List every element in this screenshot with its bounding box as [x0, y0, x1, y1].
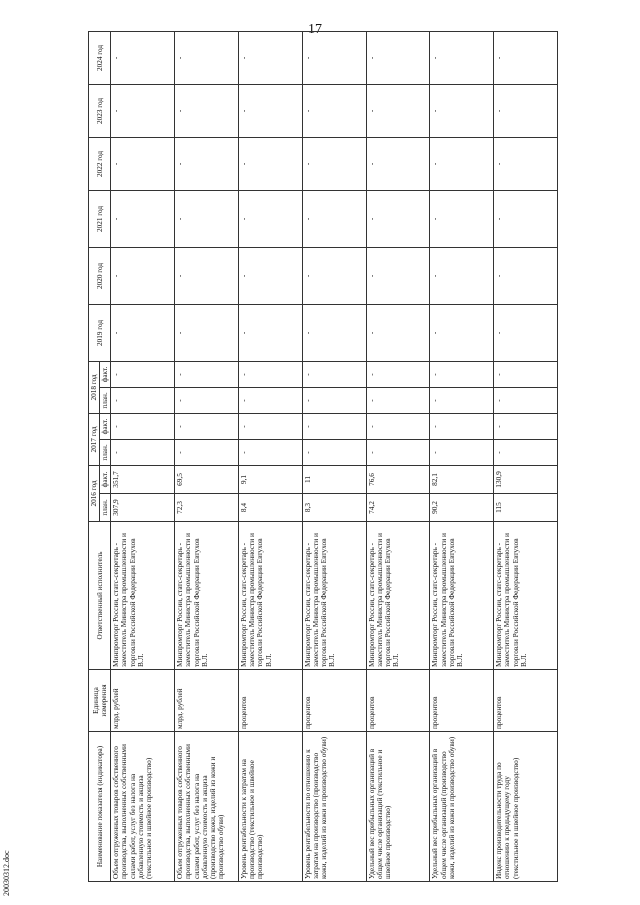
- table-row: [175, 31, 239, 881]
- empty-value-cell: -: [366, 84, 430, 137]
- empty-value-cell: -: [494, 137, 558, 190]
- empty-value-cell: -: [175, 137, 239, 190]
- plan-2016-cell: 72,3: [175, 494, 239, 522]
- header-2017-fact: факт.: [100, 413, 111, 439]
- empty-value-cell: -: [430, 31, 494, 84]
- header-2019: 2019 год: [89, 304, 111, 361]
- header-indicator: Наименование показателя (индикатора): [89, 732, 111, 882]
- indicators-table: [88, 31, 558, 882]
- empty-value-cell: -: [494, 304, 558, 361]
- rotated-table-container: [88, 32, 558, 882]
- unit-cell: млрд. рублей: [175, 670, 239, 732]
- empty-value-cell: -: [430, 387, 494, 413]
- empty-value-cell: -: [302, 31, 366, 84]
- empty-value-cell: -: [238, 387, 302, 413]
- header-2018-plan: план.: [100, 387, 111, 413]
- indicator-cell: Объем отгруженных товаров собственного производства, выполненных собственными силами работ, услуг без налога на добавленную стоимость и акциза (производство кожи, изделий из кожи и производство обуви): [175, 732, 239, 882]
- header-2017-plan: план.: [100, 439, 111, 465]
- empty-value-cell: -: [494, 31, 558, 84]
- responsible-cell: Минпромторг России, статс-секретарь - заместитель Министра промышленности и торговли Российской Федерации Евтухов В.Л.: [175, 522, 239, 670]
- header-2018: 2018 год: [89, 361, 100, 413]
- indicator-cell: Удельный вес прибыльных организаций в общем числе организаций (производство кожи, изделий из кожи и производство обуви): [430, 732, 494, 882]
- empty-value-cell: -: [494, 387, 558, 413]
- table-row: [238, 31, 302, 881]
- empty-value-cell: -: [175, 31, 239, 84]
- empty-value-cell: -: [430, 361, 494, 387]
- empty-value-cell: -: [238, 361, 302, 387]
- empty-value-cell: -: [238, 190, 302, 247]
- empty-value-cell: -: [238, 413, 302, 439]
- plan-2016-cell: 115: [494, 494, 558, 522]
- table-row: [494, 31, 558, 881]
- empty-value-cell: -: [366, 31, 430, 84]
- empty-value-cell: -: [302, 439, 366, 465]
- plan-2016-cell: 74,2: [366, 494, 430, 522]
- fact-2016-cell: 69,5: [175, 465, 239, 493]
- header-2023: 2023 год: [89, 84, 111, 137]
- table-row: [111, 31, 175, 881]
- empty-value-cell: -: [175, 247, 239, 304]
- responsible-cell: Минпромторг России, статс-секретарь - заместитель Министра промышленности и торговли Российской Федерации Евтухов В.Л.: [430, 522, 494, 670]
- empty-value-cell: -: [430, 439, 494, 465]
- empty-value-cell: -: [175, 387, 239, 413]
- empty-value-cell: -: [366, 137, 430, 190]
- header-2016-fact: факт.: [100, 465, 111, 493]
- table-header: [89, 31, 111, 881]
- empty-value-cell: -: [111, 387, 175, 413]
- unit-cell: процентов: [430, 670, 494, 732]
- fact-2016-cell: 82,1: [430, 465, 494, 493]
- empty-value-cell: -: [494, 413, 558, 439]
- empty-value-cell: -: [366, 439, 430, 465]
- fact-2016-cell: 130,9: [494, 465, 558, 493]
- empty-value-cell: -: [238, 31, 302, 84]
- unit-cell: процентов: [494, 670, 558, 732]
- empty-value-cell: -: [111, 84, 175, 137]
- empty-value-cell: -: [111, 31, 175, 84]
- empty-value-cell: -: [366, 304, 430, 361]
- empty-value-cell: -: [238, 304, 302, 361]
- unit-cell: процентов: [366, 670, 430, 732]
- empty-value-cell: -: [111, 361, 175, 387]
- empty-value-cell: -: [238, 84, 302, 137]
- empty-value-cell: -: [494, 84, 558, 137]
- indicator-cell: Удельный вес прибыльных организаций в общем числе организаций (текстильное и швейное производство): [366, 732, 430, 882]
- header-2022: 2022 год: [89, 137, 111, 190]
- indicator-cell: Уровень рентабельности по отношению к затратам на производство (производство кожи, изделий из кожи и производство обуви): [302, 732, 366, 882]
- empty-value-cell: -: [302, 247, 366, 304]
- table-row: [302, 31, 366, 881]
- header-unit: Единица измерения: [89, 670, 111, 732]
- header-2020: 2020 год: [89, 247, 111, 304]
- empty-value-cell: -: [430, 304, 494, 361]
- empty-value-cell: -: [238, 137, 302, 190]
- plan-2016-cell: 307,9: [111, 494, 175, 522]
- indicator-cell: Объем отгруженных товаров собственного производства, выполненных собственными силами работ, услуг без налога на добавленную стоимость и акциза (текстильное и швейное производство): [111, 732, 175, 882]
- empty-value-cell: -: [302, 304, 366, 361]
- header-responsible: Ответственный исполнитель: [89, 522, 111, 670]
- empty-value-cell: -: [366, 361, 430, 387]
- fact-2016-cell: 9,1: [238, 465, 302, 493]
- fact-2016-cell: 351,7: [111, 465, 175, 493]
- empty-value-cell: -: [494, 247, 558, 304]
- header-2018-fact: факт.: [100, 361, 111, 387]
- empty-value-cell: -: [494, 361, 558, 387]
- empty-value-cell: -: [302, 413, 366, 439]
- fact-2016-cell: 76,6: [366, 465, 430, 493]
- empty-value-cell: -: [302, 387, 366, 413]
- empty-value-cell: -: [111, 137, 175, 190]
- footer-filename: 20030312.doc: [2, 850, 11, 896]
- empty-value-cell: -: [302, 190, 366, 247]
- empty-value-cell: -: [430, 413, 494, 439]
- empty-value-cell: -: [430, 247, 494, 304]
- empty-value-cell: -: [111, 247, 175, 304]
- table-row: [366, 31, 430, 881]
- responsible-cell: Минпромторг России, статс-секретарь - заместитель Министра промышленности и торговли Российской Федерации Евтухов В.Л.: [302, 522, 366, 670]
- empty-value-cell: -: [366, 413, 430, 439]
- header-2016-plan: план.: [100, 494, 111, 522]
- empty-value-cell: -: [111, 413, 175, 439]
- indicator-cell: Уровень рентабельности к затратам на производство (текстильное и швейное производство): [238, 732, 302, 882]
- empty-value-cell: -: [430, 190, 494, 247]
- empty-value-cell: -: [366, 387, 430, 413]
- unit-cell: процентов: [238, 670, 302, 732]
- plan-2016-cell: 8,3: [302, 494, 366, 522]
- empty-value-cell: -: [302, 137, 366, 190]
- fact-2016-cell: 11: [302, 465, 366, 493]
- page-number: 17: [308, 22, 322, 37]
- table-row: [430, 31, 494, 881]
- empty-value-cell: -: [175, 439, 239, 465]
- unit-cell: процентов: [302, 670, 366, 732]
- empty-value-cell: -: [175, 84, 239, 137]
- header-2024: 2024 год: [89, 31, 111, 84]
- plan-2016-cell: 8,4: [238, 494, 302, 522]
- empty-value-cell: -: [175, 190, 239, 247]
- empty-value-cell: -: [111, 439, 175, 465]
- header-2016: 2016 год: [89, 465, 100, 521]
- plan-2016-cell: 90,2: [430, 494, 494, 522]
- header-2017: 2017 год: [89, 413, 100, 465]
- empty-value-cell: -: [175, 304, 239, 361]
- unit-cell: млрд. рублей: [111, 670, 175, 732]
- responsible-cell: Минпромторг России, статс-секретарь - заместитель Министра промышленности и торговли Российской Федерации Евтухов В.Л.: [366, 522, 430, 670]
- empty-value-cell: -: [494, 190, 558, 247]
- empty-value-cell: -: [175, 413, 239, 439]
- empty-value-cell: -: [238, 439, 302, 465]
- table-body: [111, 31, 558, 881]
- header-2021: 2021 год: [89, 190, 111, 247]
- empty-value-cell: -: [302, 84, 366, 137]
- empty-value-cell: -: [366, 190, 430, 247]
- empty-value-cell: -: [430, 137, 494, 190]
- empty-value-cell: -: [238, 247, 302, 304]
- responsible-cell: Минпромторг России, статс-секретарь - заместитель Министра промышленности и торговли Российской Федерации Евтухов В.Л.: [111, 522, 175, 670]
- empty-value-cell: -: [302, 361, 366, 387]
- empty-value-cell: -: [111, 190, 175, 247]
- empty-value-cell: -: [430, 84, 494, 137]
- responsible-cell: Минпромторг России, статс-секретарь - заместитель Министра промышленности и торговли Российской Федерации Евтухов В.Л.: [494, 522, 558, 670]
- responsible-cell: Минпромторг России, статс-секретарь - заместитель Министра промышленности и торговли Российской Федерации Евтухов В.Л.: [238, 522, 302, 670]
- empty-value-cell: -: [175, 361, 239, 387]
- indicator-cell: Индекс производительности труда по отношению к предыдущему году (текстильное и швейное производство): [494, 732, 558, 882]
- empty-value-cell: -: [366, 247, 430, 304]
- empty-value-cell: -: [494, 439, 558, 465]
- empty-value-cell: -: [111, 304, 175, 361]
